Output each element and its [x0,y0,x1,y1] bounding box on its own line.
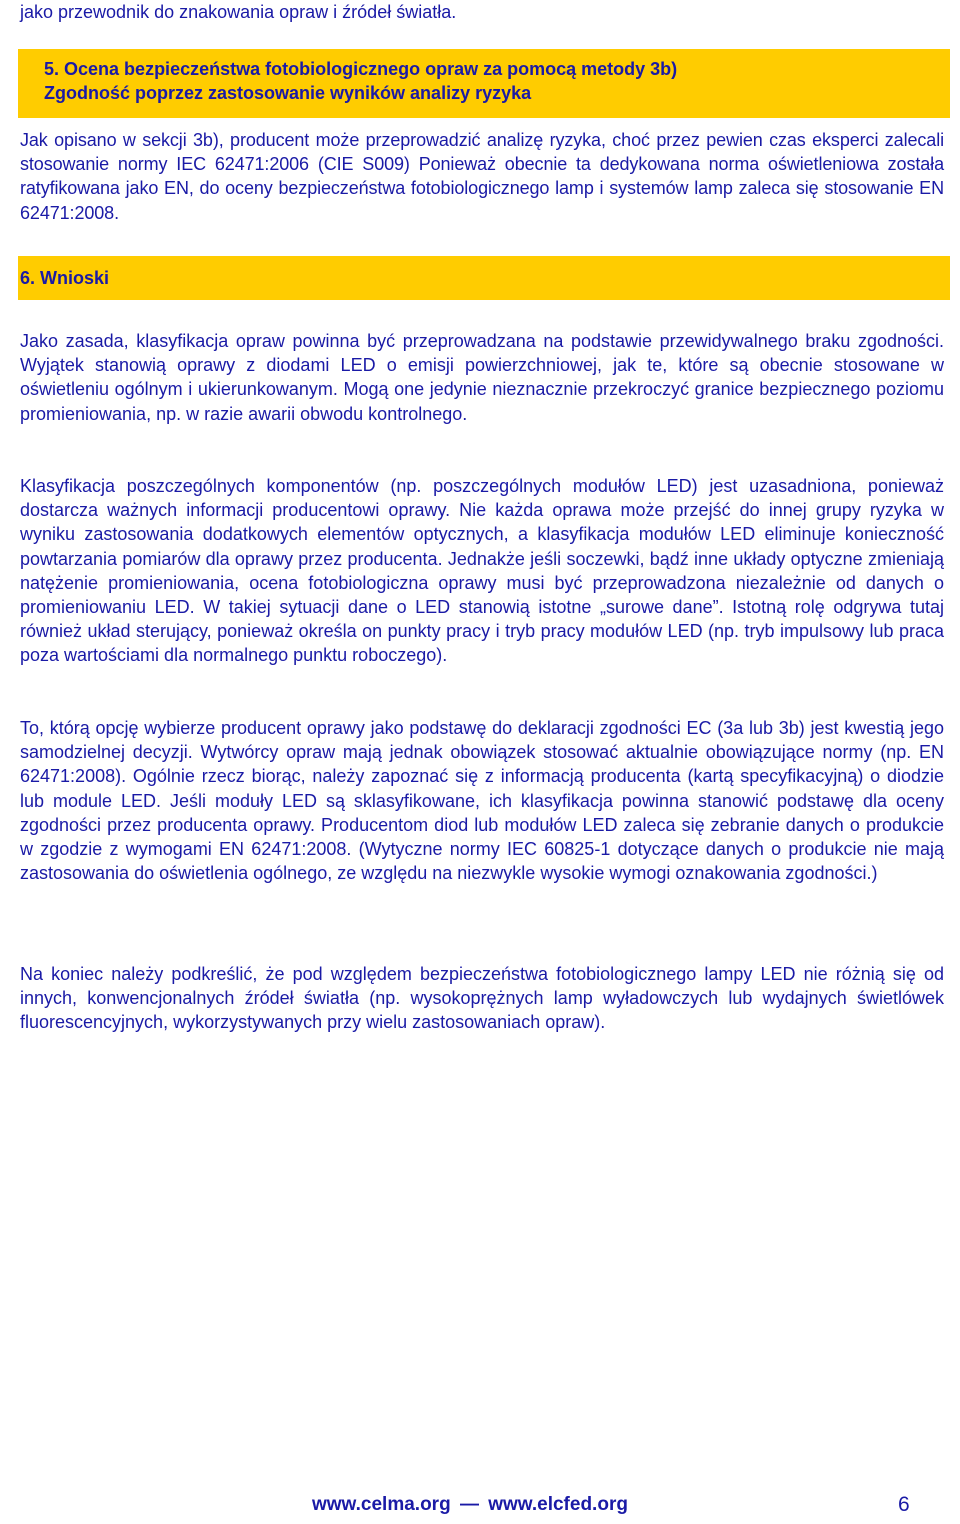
section-6-paragraph-1: Jako zasada, klasyfikacja opraw powinna być przeprowadzana na podstawie przewidywalnego braku zgodności. Wyjątek stanowią oprawy z diodami LED o emisji powierzchniowej, jak te, które są obecnie stosowane w oświetleniu ogólnym i ukierunkowanym. Mogą one jedynie nieznacznie przekroczyć granice bezpiecznego poziomu promieniowania, np. w razie awarii obwodu kontrolnego. [20,331,944,424]
section-5-title-line-1 [44,57,950,81]
section-6-heading [18,256,950,300]
footer-links [312,1492,628,1518]
section-6-paragraph-2: Klasyfikacja poszczególnych komponentów (np. poszczególnych modułów LED) jest uzasadniona, ponieważ dostarcza ważnych informacji producentowi oprawy. Nie każda oprawa może przejść do innej grupy ryzyka w wyniku zastosowania dodatkowych elementów optycznych, a klasyfikacja modułów LED eliminuje konieczność powtarzania pomiarów dla oprawy przez producenta. Jednakże jeśli soczewki, bądź inne układy optyczne zmieniają natężenie promieniowania, ocena fotobiologiczna oprawy musi być przeprowadzona niezależnie od danych o promieniowaniu LED. W takiej sytuacji dane o LED stanowią istotne „surowe dane”. Istotną rolę odgrywa tutaj również układ sterujący, ponieważ określa on punkty pracy i tryb pracy modułów LED (np. tryb impulsowy lub praca poza wartościami dla normalnego punktu roboczego). [20,476,944,666]
intro-line: jako przewodnik do znakowania opraw i źródeł światła. [20,2,457,22]
section-6-paragraph-4: Na koniec należy podkreślić, że pod względem bezpieczeństwa fotobiologicznego lampy LED nie różnią się od innych, konwencjonalnych źródeł światła (np. wysokoprężnych lamp wyładowczych lub wydajnych świetlówek fluorescencyjnych, wykorzystywanych przy wielu zastosowaniach opraw). [20,964,944,1033]
footer-link-celma[interactable]: www.celma.org [312,1494,451,1515]
section-6-paragraph-3: To, którą opcję wybierze producent oprawy jako podstawę do deklaracji zgodności EC (3a lub 3b) jest kwestią jego samodzielnej decyzji. Wytwórcy opraw mają jednak obowiązek stosować aktualnie obowiązujące normy (np. EN 62471:2008). Ogólnie rzecz biorąc, należy zapoznać się z informacją producenta (kartą specyfikacyjną) o diodzie lub module LED. Jeśli moduły LED są sklasyfikowane, ich klasyfikacja powinna stanowić podstawę dla oceny zgodności przez producenta oprawy. Producentom diod lub modułów LED zaleca się zebranie danych o produkcie w zgodzie z wymogami EN 62471:2008. (Wytyczne normy IEC 60825-1 dotyczące danych o produkcie nie mają zastosowania do oświetlenia ogólnego, ze względu na niezwykle wysokie wymogi oznakowania zgodności.) [20,718,944,884]
section-6-title: Wnioski [40,268,110,288]
section-5-number: 5. [44,59,60,79]
section-5-heading [18,49,950,118]
footer-separator: — [459,1494,479,1515]
section-5-title-line-2: Zgodność poprzez zastosowanie wyników analizy ryzyka [44,83,532,103]
page-number: 6 [898,1493,910,1516]
section-6-number: 6. [20,268,36,288]
section-5-paragraph: Jak opisano w sekcji 3b), producent może przeprowadzić analizę ryzyka, choć przez pewien czas eksperci zalecali stosowanie normy IEC 62471:2006 (CIE S009) Ponieważ obecnie ta dedykowana norma oświetleniowa została ratyfikowana jako EN, do oceny bezpieczeństwa fotobiologicznego lamp i systemów lamp zaleca się stosowanie EN 62471:2008. [20,130,944,223]
section-5-title-text: Ocena bezpieczeństwa fotobiologicznego opraw za pomocą metody 3b) [64,59,678,79]
footer-link-elcfed[interactable]: www.elcfed.org [488,1494,628,1515]
